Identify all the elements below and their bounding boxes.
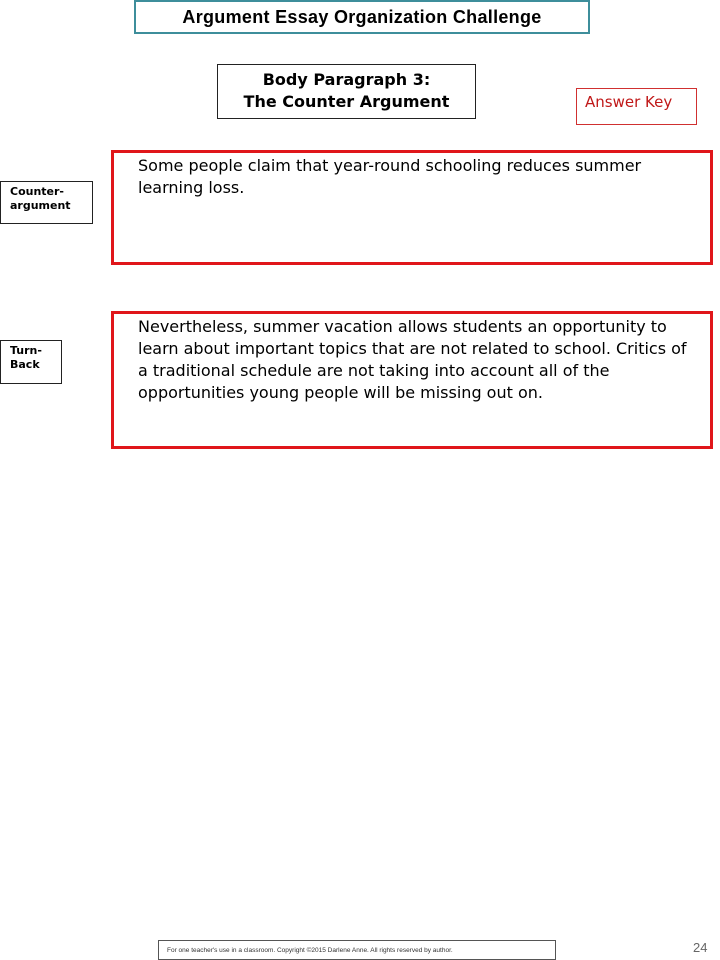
counter-label-line-2: argument [10,199,71,212]
page-number: 24 [693,940,708,955]
subtitle-line-2: The Counter Argument [243,92,450,111]
counter-argument-label [0,181,93,224]
counter-argument-text: Some people claim that year-round schooling reduces summer learning loss. [138,156,642,197]
section-subtitle [217,64,476,119]
turn-label-line-1: Turn- [10,344,42,357]
counter-argument-box [111,150,713,265]
turn-label-line-2: Back [10,358,40,371]
counter-label-line-1: Counter- [10,185,65,198]
turn-back-label [0,340,62,384]
turn-back-text: Nevertheless, summer vacation allows students an opportunity to learn about important topics that are not related to school. Critics of a traditional schedule are not taking into account all of the opportunities young people will be missing out on. [138,317,687,402]
turn-back-box [111,311,713,449]
subtitle-line-1: Body Paragraph 3: [262,70,431,89]
page-title [134,0,590,34]
copyright-footer: For one teacher's use in a classroom. Copyright ©2015 Darlene Anne. All rights reserved by author. [158,940,556,960]
answer-key-label: Answer Key [576,88,697,125]
page-title-text: Argument Essay Organization Challenge [182,6,542,27]
